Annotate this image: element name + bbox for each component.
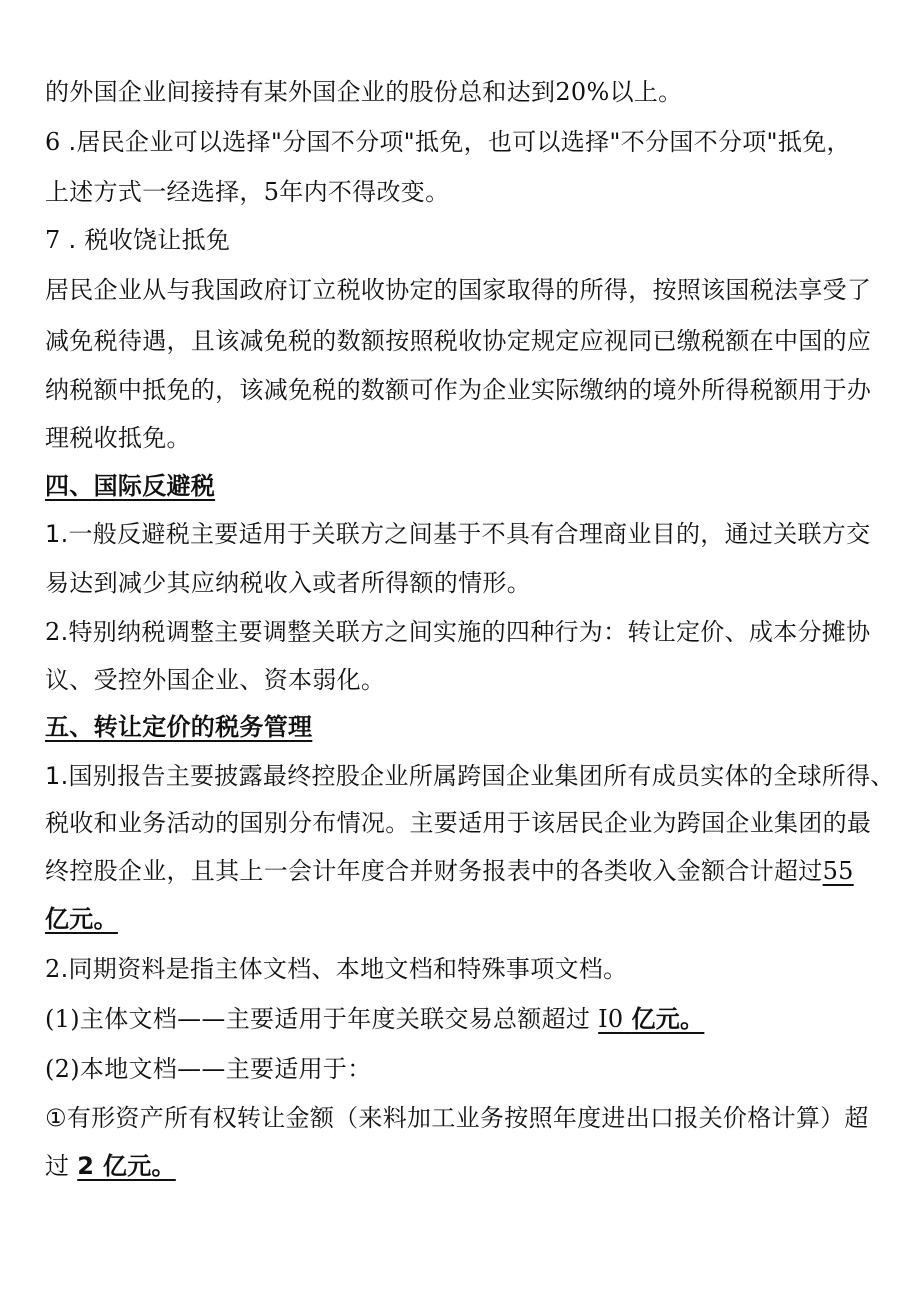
section-heading-4: 四、国际反避税	[45, 472, 216, 500]
paragraph-line: 居民企业从与我国政府订立税收协定的国家取得的所得，按照该国税法享受了	[45, 276, 872, 304]
item-6-continued: 上述方式一经选择，5年内不得改变。	[45, 178, 450, 206]
paragraph-line: (1)主体文档——主要适用于年度关联交易总额超过 I0 亿元。	[45, 1005, 705, 1033]
paragraph-line: 1.国别报告主要披露最终控股企业所属跨国企业集团所有成员实体的全球所得、	[45, 762, 895, 790]
paragraph-line: 终控股企业，且其上一会计年度合并财务报表中的各类收入金额合计超过55	[45, 857, 854, 885]
item-6: 6 .居民企业可以选择"分国不分项"抵免，也可以选择"不分国不分项"抵免，	[45, 128, 851, 156]
paragraph-line: ①有形资产所有权转让金额（来料加工业务按照年度进出口报关价格计算）超	[45, 1104, 869, 1132]
paragraph-line: 税收和业务活动的国别分布情况。主要适用于该居民企业为跨国企业集团的最	[45, 809, 872, 837]
item-7-heading: 7 . 税收饶让抵免	[45, 226, 231, 254]
line-1: 的外国企业间接持有某外国企业的股份总和达到20%以上。	[45, 78, 683, 106]
paragraph-line: 议、受控外国企业、资本弱化。	[45, 666, 386, 694]
paragraph-line: 理税收抵免。	[45, 424, 191, 452]
paragraph-line: 过 2 亿元。	[45, 1152, 176, 1180]
paragraph-line: 1.一般反避税主要适用于关联方之间基于不具有合理商业目的，通过关联方交	[45, 520, 871, 548]
amount-emphasis: 亿元。	[45, 905, 118, 933]
paragraph-line: 2.特别纳税调整主要调整关联方之间实施的四种行为：转让定价、成本分摊协	[45, 618, 871, 646]
section-heading-5: 五、转让定价的税务管理	[45, 713, 313, 741]
paragraph-line: 纳税额中抵免的，该减免税的数额可作为企业实际缴纳的境外所得税额用于办	[45, 376, 872, 404]
paragraph-line: 2.同期资料是指主体文档、本地文档和特殊事项文档。	[45, 955, 628, 983]
paragraph-line: 减免税待遇，且该减免税的数额按照税收协定规定应视同已缴税额在中国的应	[45, 327, 872, 355]
paragraph-line: (2)本地文档——主要适用于：	[45, 1055, 372, 1083]
paragraph-line: 易达到减少其应纳税收入或者所得额的情形。	[45, 569, 531, 597]
